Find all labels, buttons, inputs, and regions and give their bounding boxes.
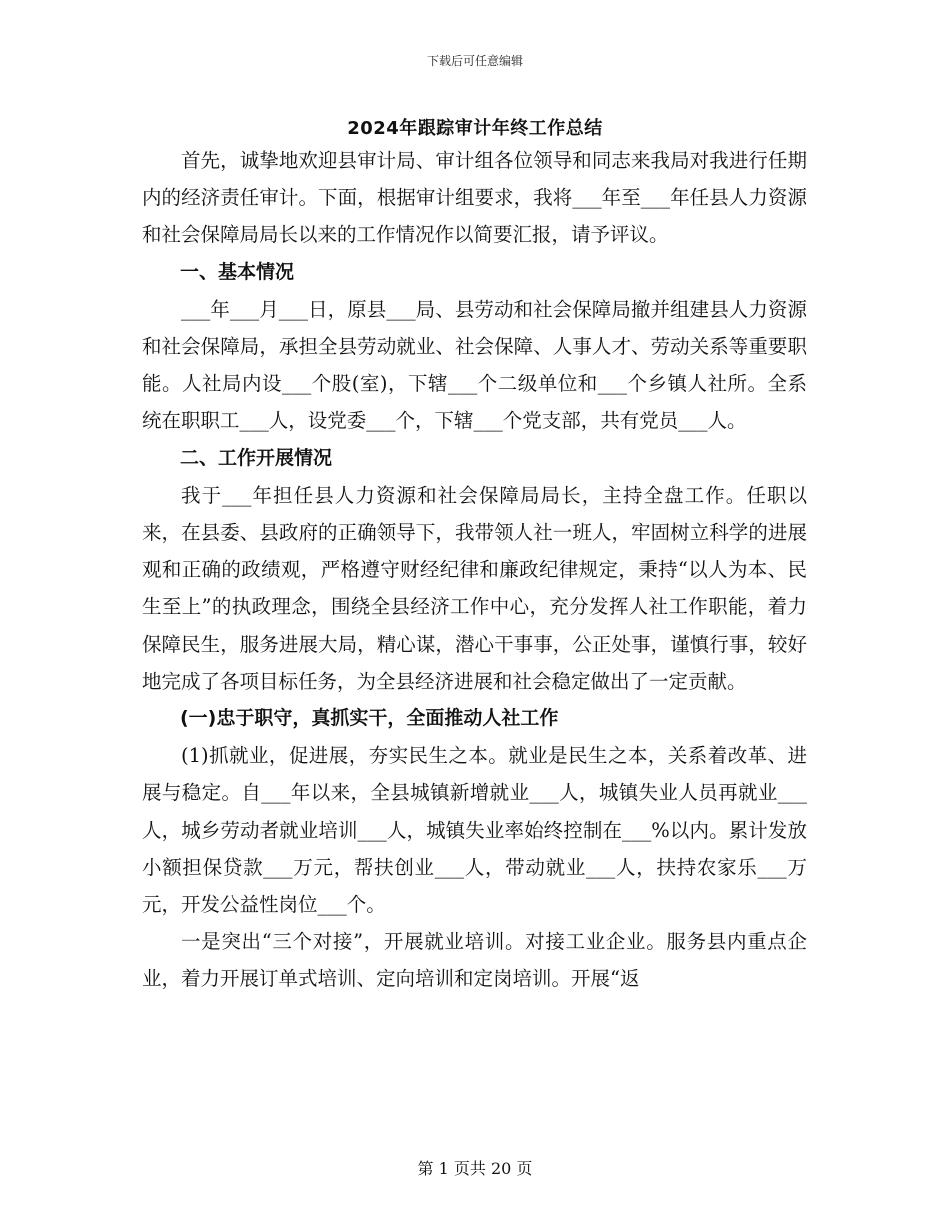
paragraph-intro: 首先，诚挚地欢迎县审计局、审计组各位领导和同志来我局对我进行任期内的经济责任审计。下面，根据审计组要求，我将___年至___年任县人力资源和社会保障局局长以来的工作情况作以简要汇报，请予评议。 bbox=[142, 149, 807, 247]
section-heading-work-progress: 二、工作开展情况 bbox=[180, 446, 333, 469]
document-body bbox=[142, 142, 807, 998]
paragraph-training: 一是突出“三个对接”，开展就业培训。对接工业企业。服务县内重点企业，着力开展订单式培训、定向培训和定岗培训。开展“返 bbox=[142, 930, 807, 991]
document-title: 2024年跟踪审计年终工作总结 bbox=[347, 118, 603, 139]
page-footer: 第 1 页共 20 页 bbox=[417, 1159, 533, 1178]
subsection-heading-1: (一)忠于职守，真抓实干，全面推动人社工作 bbox=[180, 707, 559, 730]
paragraph-basic-situation: ___年___月___日，原县___局、县劳动和社会保障局撤并组建县人力资源和社会保障局，承担全县劳动就业、社会保障、人事人才、劳动关系等重要职能。人社局内设___个股(室)，下辖___个二级单位和___个乡镇人社所。全系统在职职工___人，设党委___个，下辖___个党支部，共有党员___人。 bbox=[142, 297, 807, 433]
paragraph-employment: (1)抓就业，促进展，夯实民生之本。就业是民生之本，关系着改革、进展与稳定。自___年以来，全县城镇新增就业___人，城镇失业人员再就业___人，城乡劳动者就业培训___人，城镇失业率始终控制在___%以内。累计发放小额担保贷款___万元，帮扶创业___人，带动就业___人，扶持农家乐___万元，开发公益性岗位___个。 bbox=[142, 744, 807, 917]
header-note: 下载后可任意编辑 bbox=[426, 54, 523, 68]
paragraph-work-progress: 我于___年担任县人力资源和社会保障局局长，主持全盘工作。任职以来，在县委、县政府的正确领导下，我带领人社一班人，牢固树立科学的进展观和正确的政绩观，严格遵守财经纪律和廉政纪律规定，秉持“以人为本、民生至上”的执政理念，围绕全县经济工作中心，充分发挥人社工作职能，着力保障民生，服务进展大局，精心谋，潜心干事事，公正处事，谨慎行事，较好地完成了各项目标任务，为全县经济进展和社会稳定做出了一定贡献。 bbox=[142, 483, 807, 693]
section-heading-basic-situation: 一、基本情况 bbox=[180, 260, 295, 283]
